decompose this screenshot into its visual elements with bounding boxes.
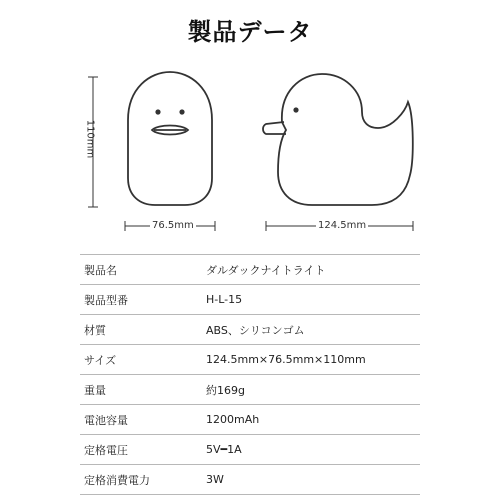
spec-table bbox=[80, 254, 420, 495]
spec-label: 定格消費電力 bbox=[80, 465, 206, 495]
spec-value: ダルダックナイトライト bbox=[206, 255, 420, 285]
spec-value: 3W bbox=[206, 465, 420, 495]
spec-label: 電池容量 bbox=[80, 405, 206, 435]
spec-value: ABS、シリコンゴム bbox=[206, 315, 420, 345]
front-width-dimension-label: 76.5mm bbox=[152, 220, 194, 231]
spec-value: H-L-15 bbox=[206, 285, 420, 315]
duck-front-view bbox=[128, 72, 212, 205]
spec-value: 1200mAh bbox=[206, 405, 420, 435]
table-row bbox=[80, 285, 420, 315]
table-row bbox=[80, 375, 420, 405]
page-title: 製品データ bbox=[187, 18, 313, 46]
spec-label: 製品名 bbox=[80, 255, 206, 285]
duck-eye-right bbox=[179, 109, 184, 114]
spec-value: 124.5mm×76.5mm×110mm bbox=[206, 345, 420, 375]
duck-eye-side bbox=[293, 107, 298, 112]
spec-label: 材質 bbox=[80, 315, 206, 345]
height-dimension-label: 110mm bbox=[84, 119, 96, 159]
table-row bbox=[80, 345, 420, 375]
side-width-dimension-label: 124.5mm bbox=[318, 220, 367, 231]
spec-label: 重量 bbox=[80, 375, 206, 405]
spec-label: 製品型番 bbox=[80, 285, 206, 315]
spec-value: 約169g bbox=[206, 375, 420, 405]
duck-side-view bbox=[263, 74, 413, 205]
table-row bbox=[80, 465, 420, 495]
table-row bbox=[80, 315, 420, 345]
spec-value: 5V━1A bbox=[206, 435, 420, 465]
duck-eye-left bbox=[155, 109, 160, 114]
table-row bbox=[80, 435, 420, 465]
table-row bbox=[80, 405, 420, 435]
spec-label: サイズ bbox=[80, 345, 206, 375]
table-row bbox=[80, 255, 420, 285]
spec-label: 定格電圧 bbox=[80, 435, 206, 465]
